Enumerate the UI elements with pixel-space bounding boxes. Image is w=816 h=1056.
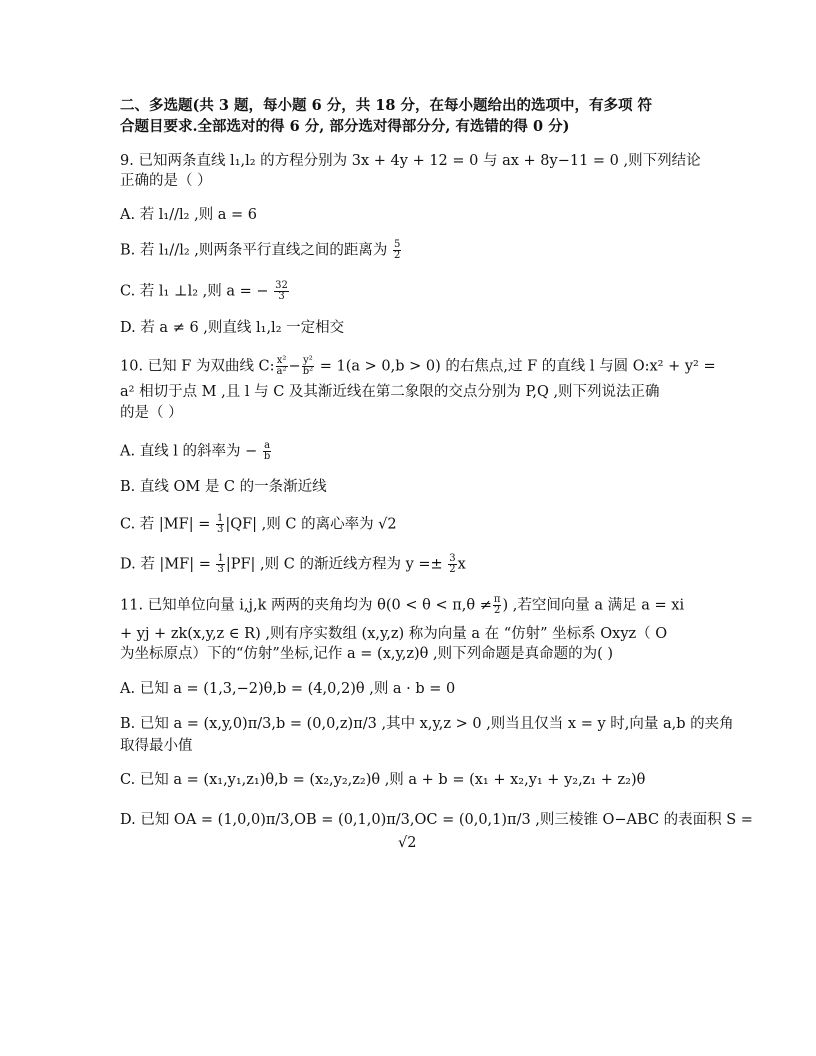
q11-option-c: C. 已知 a = (x₁,y₁,z₁)θ,b = (x₂,y₂,z₂)θ ,则 a + b = (x₁ + x₂,y₁ + y₂,z₁ + z₂)θ bbox=[120, 772, 646, 788]
q11-stem-line-2: + yj + zk(x,y,z ∈ R) ,则有序实数组 (x,y,z) 称为向量 a 在 “仿射” 坐标系 Oxyz（ O bbox=[120, 626, 668, 642]
q10-option-c-text-a: C. 若 |MF| = bbox=[120, 516, 211, 533]
q9-option-c-text: C. 若 l₁ ⊥l₂ ,则 a = − bbox=[120, 283, 269, 300]
q11-pi-over-2 bbox=[493, 595, 502, 616]
q11-option-a: A. 已知 a = (1,3,−2)θ,b = (4,0,2)θ ,则 a · b = 0 bbox=[120, 681, 456, 697]
q10-frac-y bbox=[302, 356, 314, 377]
q11-stem-text-c: ) ,若空间向量 a 满足 a = xi bbox=[502, 597, 685, 614]
q11-stem-text-a: 11. 已知单位向量 bbox=[120, 597, 235, 614]
fraction-numerator: 5 bbox=[393, 239, 401, 250]
q9-option-d: D. 若 a ≠ 6 ,则直线 l₁,l₂ 一定相交 bbox=[120, 320, 345, 336]
fraction-denominator: b bbox=[263, 451, 271, 462]
q10-stem-text-b: = 1(a > 0,b > 0) 的右焦点,过 F 的直线 l 与圆 O:x² + y² = bbox=[315, 358, 716, 375]
q11-option-d-line-1: D. 已知 OA = (1,0,0)π/3,OB = (0,1,0)π/3,OC = (0,0,1)π/3 ,则三棱锥 O−ABC 的表面积 S = bbox=[120, 812, 753, 828]
q11-unit-vectors: i,j,k bbox=[239, 597, 267, 614]
q11-stem-text-b: 两两的夹角均为 θ(0 < θ < π,θ ≠ bbox=[271, 597, 492, 614]
fraction-numerator: 3 bbox=[449, 553, 456, 564]
q11-option-d-line-2: √2 bbox=[398, 835, 417, 851]
q11-stem-line-1 bbox=[120, 595, 684, 616]
q10-stem-line-2: a² 相切于点 M ,且 l 与 C 及其渐近线在第二象限的交点分别为 P,Q ,则下列说法正确 bbox=[120, 384, 660, 400]
q10-option-d-text-a: D. 若 |MF| = bbox=[120, 556, 211, 573]
fraction-denominator: 3 bbox=[217, 564, 224, 575]
fraction-denominator: a² bbox=[276, 366, 287, 377]
q10-option-a bbox=[120, 441, 272, 462]
q10-option-b: B. 直线 OM 是 C 的一条渐近线 bbox=[120, 479, 327, 495]
section-heading-line-1: 二、多选题(共 3 题，每小题 6 分，共 18 分，在每小题给出的选项中，有多项 符 bbox=[120, 97, 653, 114]
q11-option-b-line-1: B. 已知 a = (x,y,0)π/3,b = (0,0,z)π/3 ,其中 x,y,z > 0 ,则当且仅当 x = y 时,向量 a,b 的夹角 bbox=[120, 716, 734, 732]
q10-option-d-text-b: |PF| ,则 C 的渐近线方程为 y =± bbox=[225, 556, 443, 573]
fraction-numerator: π bbox=[493, 594, 501, 605]
fraction-denominator: 2 bbox=[449, 564, 456, 575]
q9-stem-line-2: 正确的是（ ） bbox=[120, 173, 212, 189]
q10-option-c-fraction bbox=[216, 514, 224, 535]
fraction-numerator: y² bbox=[303, 355, 313, 366]
section-heading-line-2: 合题目要求.全部选对的得 6 分, 部分选对得部分分, 有选错的得 0 分) bbox=[120, 118, 570, 135]
q10-option-d-fraction-1 bbox=[216, 554, 224, 575]
q9-option-a: A. 若 l₁//l₂ ,则 a = 6 bbox=[120, 207, 258, 223]
fraction-numerator: 32 bbox=[275, 280, 288, 291]
minus-sign: − bbox=[288, 358, 301, 375]
q9-option-b bbox=[120, 240, 402, 261]
q9-stem-line-1: 9. 已知两条直线 l₁,l₂ 的方程分别为 3x + 4y + 12 = 0 与 ax + 8y−11 = 0 ,则下列结论 bbox=[120, 153, 701, 169]
fraction-numerator: 1 bbox=[217, 553, 224, 564]
fraction-denominator: 3 bbox=[216, 524, 224, 535]
q11-option-b-line-2: 取得最小值 bbox=[120, 738, 193, 754]
q9-option-b-fraction bbox=[393, 240, 401, 261]
q10-option-d bbox=[120, 554, 466, 575]
fraction-numerator: a bbox=[264, 440, 271, 451]
q10-option-c bbox=[120, 514, 397, 535]
fraction-denominator: 2 bbox=[393, 250, 401, 261]
q10-frac-x bbox=[276, 356, 288, 377]
q9-option-c-fraction bbox=[274, 281, 289, 302]
q10-option-c-text-b: |QF| ,则 C 的离心率为 √2 bbox=[225, 516, 397, 533]
q10-option-d-fraction-2 bbox=[448, 554, 456, 575]
fraction-denominator: 3 bbox=[278, 291, 285, 302]
fraction-numerator: x² bbox=[276, 355, 287, 366]
q10-stem-line-1 bbox=[120, 356, 716, 377]
q10-option-a-text: A. 直线 l 的斜率为 − bbox=[120, 443, 258, 460]
q11-stem-line-3: 为坐标原点）下的“仿射”坐标,记作 a = (x,y,z)θ ,则下列命题是真命题的为( ) bbox=[120, 646, 614, 662]
q10-option-a-fraction bbox=[263, 441, 271, 462]
q10-stem-text-a: 10. 已知 F 为双曲线 C: bbox=[120, 358, 275, 375]
fraction-denominator: 2 bbox=[493, 605, 501, 616]
fraction-numerator: 1 bbox=[216, 513, 224, 524]
q10-option-d-text-c: x bbox=[457, 556, 466, 573]
q10-stem-line-3: 的是（ ） bbox=[120, 405, 183, 421]
q9-option-b-text: B. 若 l₁//l₂ ,则两条平行直线之间的距离为 bbox=[120, 242, 388, 259]
q9-option-c bbox=[120, 281, 290, 302]
fraction-denominator: b² bbox=[302, 366, 314, 377]
